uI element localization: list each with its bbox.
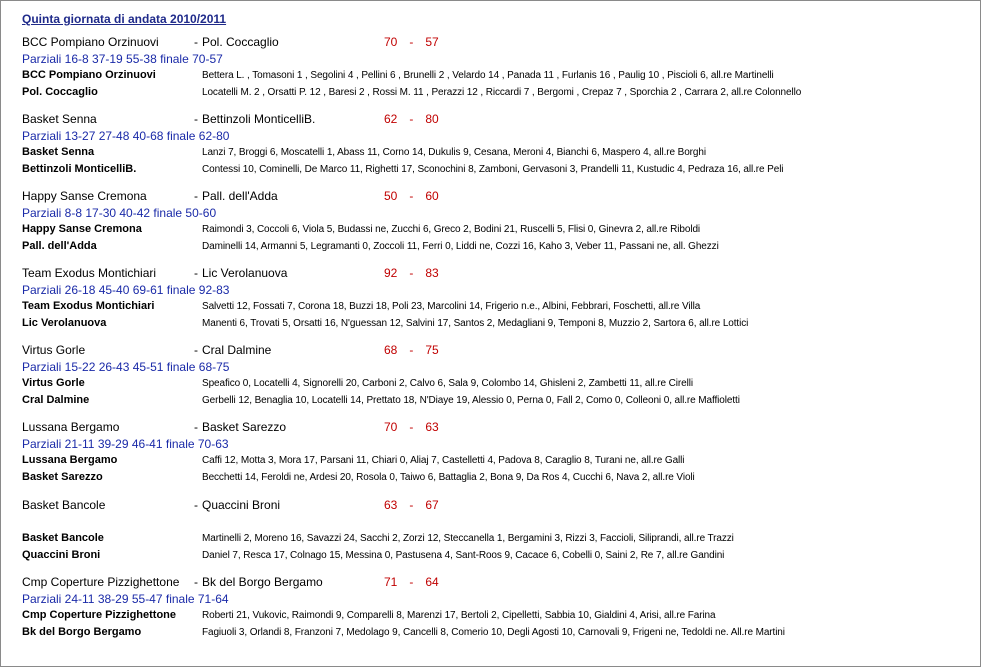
partial-scores — [22, 515, 972, 532]
away-roster-row — [22, 317, 972, 334]
partial-scores: Parziali 15-22 26-43 45-51 finale 68-75 — [22, 360, 230, 374]
away-roster-row — [22, 394, 972, 411]
away-team-wrapper — [194, 498, 280, 512]
home-roster-row — [22, 532, 972, 549]
roster-players: Becchetti 14, Feroldi ne, Ardesi 20, Rosola 0, Taiwo 6, Battaglia 2, Bona 9, Da Ros 4, Cucchi 6, Nava 2, all.re Violi — [202, 472, 695, 483]
away-team-wrapper — [194, 35, 279, 49]
home-roster-row — [22, 609, 972, 626]
roster-team-name: Quaccini Broni — [22, 549, 101, 561]
roster-team-name: Happy Sanse Cremona — [22, 223, 142, 235]
home-roster-row — [22, 300, 972, 317]
away-score: 63 — [425, 420, 439, 434]
home-score: 71 — [384, 575, 398, 589]
away-team-wrapper — [194, 189, 278, 203]
dash-separator: - — [194, 420, 198, 434]
roster-team-name: BCC Pompiano Orzinuovi — [22, 69, 156, 81]
roster-players: Lanzi 7, Broggi 6, Moscatelli 1, Abass 11, Corno 14, Dukulis 9, Cesana, Meroni 4, Bianchi 6, Maspero 4, all.re Borghi — [202, 147, 706, 158]
matchup-row — [22, 35, 972, 52]
final-score — [384, 343, 439, 357]
final-score — [384, 112, 439, 126]
final-score — [384, 420, 439, 434]
score-separator: - — [409, 189, 414, 203]
final-score — [384, 35, 439, 49]
home-score: 63 — [384, 498, 398, 512]
home-roster-row — [22, 223, 972, 240]
away-team-name: Pol. Coccaglio — [202, 35, 279, 49]
away-team-name: Lic Verolanuova — [202, 266, 288, 280]
home-team-name: Basket Bancole — [22, 498, 106, 512]
final-score — [384, 498, 439, 512]
home-team-name: BCC Pompiano Orzinuovi — [22, 35, 159, 49]
partial-scores: Parziali 21-11 39-29 46-41 finale 70-63 — [22, 437, 229, 451]
dash-separator: - — [194, 189, 198, 203]
roster-team-name: Virtus Gorle — [22, 377, 85, 389]
home-roster-row — [22, 69, 972, 86]
partial-scores: Parziali 26-18 45-40 69-61 finale 92-83 — [22, 283, 230, 297]
roster-team-name: Basket Senna — [22, 146, 95, 158]
score-separator: - — [409, 112, 414, 126]
home-score: 70 — [384, 420, 398, 434]
roster-team-name: Cmp Coperture Pizzighettone — [22, 609, 177, 621]
roster-players: Roberti 21, Vukovic, Raimondi 9, Comparelli 8, Marenzi 17, Bertoli 2, Cipelletti, Sabbia 10, Gialdini 4, Arisi, all.re Farina — [202, 610, 716, 621]
home-roster-row — [22, 377, 972, 394]
score-separator: - — [409, 575, 414, 589]
roster-team-name: Pall. dell'Adda — [22, 240, 97, 252]
final-score — [384, 266, 439, 280]
away-team-name: Cral Dalmine — [202, 343, 272, 357]
away-team-name: Quaccini Broni — [202, 498, 281, 512]
final-score — [384, 575, 439, 589]
roster-players: Fagiuoli 3, Orlandi 8, Franzoni 7, Medolago 9, Cancelli 8, Comerio 10, Degli Agosti 10, Carnovali 9, Frigeni ne, Tedoldi ne. All.re Martini — [202, 627, 785, 638]
home-team-name: Lussana Bergamo — [22, 420, 120, 434]
home-score: 70 — [384, 35, 398, 49]
home-score: 62 — [384, 112, 398, 126]
roster-players: Bettera L. , Tomasoni 1 , Segolini 4 , Pellini 6 , Brunelli 2 , Velardo 14 , Panada 11 , Furlanis 16 , Paulig 10 , Piscioli 6, all.re Martinelli — [202, 70, 774, 81]
matchup-row — [22, 189, 972, 206]
matchup-row — [22, 575, 972, 592]
score-separator: - — [409, 35, 414, 49]
away-roster-row — [22, 240, 972, 257]
roster-players: Daminelli 14, Armanni 5, Legramanti 0, Zoccoli 11, Ferri 0, Liddi ne, Cozzi 16, Kaho 3, Veber 11, Passani ne, all. Ghezzi — [202, 241, 719, 252]
roster-team-name: Basket Sarezzo — [22, 471, 103, 483]
partial-scores: Parziali 24-11 38-29 55-47 finale 71-64 — [22, 592, 229, 606]
away-team-wrapper — [194, 266, 287, 280]
game-block — [22, 498, 972, 566]
roster-players: Raimondi 3, Coccoli 6, Viola 5, Budassi ne, Zucchi 6, Greco 2, Bodini 21, Ruscelli 5, Flisi 0, Ginevra 2, all.re Riboldi — [202, 224, 701, 235]
home-score: 68 — [384, 343, 398, 357]
roster-players: Martinelli 2, Moreno 16, Savazzi 24, Sacchi 2, Zorzi 12, Steccanella 1, Bergamini 3, Rizzi 3, Faccioli, Siliprandi, all.re Trazzi — [202, 533, 734, 544]
game-block — [22, 420, 972, 488]
game-block — [22, 189, 972, 257]
roster-team-name: Bk del Borgo Bergamo — [22, 626, 142, 638]
away-team-name: Bettinzoli MonticelliB. — [202, 112, 316, 126]
away-score: 83 — [425, 266, 439, 280]
dash-separator: - — [194, 498, 198, 512]
final-score — [384, 189, 439, 203]
home-score: 92 — [384, 266, 398, 280]
score-separator: - — [409, 266, 414, 280]
dash-separator: - — [194, 575, 198, 589]
roster-players: Manenti 6, Trovati 5, Orsatti 16, N'guessan 12, Salvini 17, Santos 2, Medagliani 9, Temponi 8, Muzzio 2, Sartora 6, all.re Lottici — [202, 318, 749, 329]
home-team-name: Team Exodus Montichiari — [22, 266, 157, 280]
score-separator: - — [409, 498, 414, 512]
dash-separator: - — [194, 112, 198, 126]
matchup-row — [22, 112, 972, 129]
away-team-wrapper — [194, 420, 286, 434]
away-score: 80 — [425, 112, 439, 126]
away-roster-row — [22, 163, 972, 180]
home-team-name: Virtus Gorle — [22, 343, 86, 357]
score-separator: - — [409, 420, 414, 434]
roster-players: Caffi 12, Motta 3, Mora 17, Parsani 11, Chiari 0, Aliaj 7, Castelletti 4, Padova 8, Caraglio 8, Turani ne, all.re Galli — [202, 455, 685, 466]
roster-players: Salvetti 12, Fossati 7, Corona 18, Buzzi 18, Poli 23, Marcolini 14, Frigerio n.e., Albini, Febbrari, Foschetti, all.re Villa — [202, 301, 701, 312]
roster-team-name: Bettinzoli MonticelliB. — [22, 163, 137, 175]
home-team-name: Happy Sanse Cremona — [22, 189, 147, 203]
dash-separator: - — [194, 35, 198, 49]
away-score: 67 — [425, 498, 439, 512]
away-score: 64 — [425, 575, 439, 589]
game-block — [22, 266, 972, 334]
home-roster-row — [22, 146, 972, 163]
away-team-name: Pall. dell'Adda — [202, 189, 278, 203]
roster-team-name: Cral Dalmine — [22, 394, 90, 406]
roster-players: Gerbelli 12, Benaglia 10, Locatelli 14, Prettato 18, N'Diaye 19, Alessio 0, Perna 0, Fall 2, Como 0, Colleoni 0, all.re Maffioletti — [202, 395, 740, 406]
roster-team-name: Pol. Coccaglio — [22, 86, 98, 98]
game-block — [22, 112, 972, 180]
away-roster-row — [22, 626, 972, 643]
game-block — [22, 35, 972, 103]
home-score: 50 — [384, 189, 398, 203]
away-roster-row — [22, 549, 972, 566]
game-block — [22, 575, 972, 643]
roster-players: Daniel 7, Resca 17, Colnago 15, Messina 0, Pastusena 4, Sant-Roos 9, Cacace 6, Cobelli 0, Saini 2, Re 7, all.re Gandini — [202, 550, 725, 561]
away-team-name: Basket Sarezzo — [202, 420, 287, 434]
roster-team-name: Lic Verolanuova — [22, 317, 107, 329]
away-team-wrapper — [194, 112, 315, 126]
matchup-row — [22, 266, 972, 283]
game-block — [22, 343, 972, 411]
home-team-name: Basket Senna — [22, 112, 97, 126]
home-team-name: Cmp Coperture Pizzighettone — [22, 575, 180, 589]
away-team-wrapper — [194, 575, 323, 589]
away-roster-row — [22, 86, 972, 103]
score-separator: - — [409, 343, 414, 357]
dash-separator: - — [194, 266, 198, 280]
matchup-row — [22, 498, 972, 515]
partial-scores: Parziali 16-8 37-19 55-38 finale 70-57 — [22, 52, 223, 66]
roster-team-name: Lussana Bergamo — [22, 454, 118, 466]
page-title[interactable]: Quinta giornata di andata 2010/2011 — [22, 12, 227, 26]
home-roster-row — [22, 454, 972, 471]
away-team-wrapper — [194, 343, 271, 357]
partial-scores: Parziali 8-8 17-30 40-42 finale 50-60 — [22, 206, 217, 220]
partial-scores: Parziali 13-27 27-48 40-68 finale 62-80 — [22, 129, 230, 143]
roster-team-name: Basket Bancole — [22, 532, 104, 544]
roster-players: Speafico 0, Locatelli 4, Signorelli 20, Carboni 2, Calvo 6, Sala 9, Colombo 14, Ghisleni 2, Zambetti 11, all.re Cirelli — [202, 378, 693, 389]
away-roster-row — [22, 471, 972, 488]
roster-players: Contessi 10, Cominelli, De Marco 11, Righetti 17, Sconochini 8, Zamboni, Gervasoni 3, Prandelli 11, Kustudic 4, Pedraza 16, all.re Peli — [202, 164, 784, 175]
roster-players: Locatelli M. 2 , Orsatti P. 12 , Baresi 2 , Rossi M. 11 , Perazzi 12 , Riccardi 7 , Bergomi , Crepaz 7 , Sporchia 2 , Carrara 2, all.re Colonnello — [202, 87, 802, 98]
away-score: 60 — [425, 189, 439, 203]
away-score: 57 — [425, 35, 439, 49]
matchup-row — [22, 343, 972, 360]
away-team-name: Bk del Borgo Bergamo — [202, 575, 323, 589]
dash-separator: - — [194, 343, 198, 357]
roster-team-name: Team Exodus Montichiari — [22, 300, 155, 312]
away-score: 75 — [425, 343, 439, 357]
matchup-row — [22, 420, 972, 437]
